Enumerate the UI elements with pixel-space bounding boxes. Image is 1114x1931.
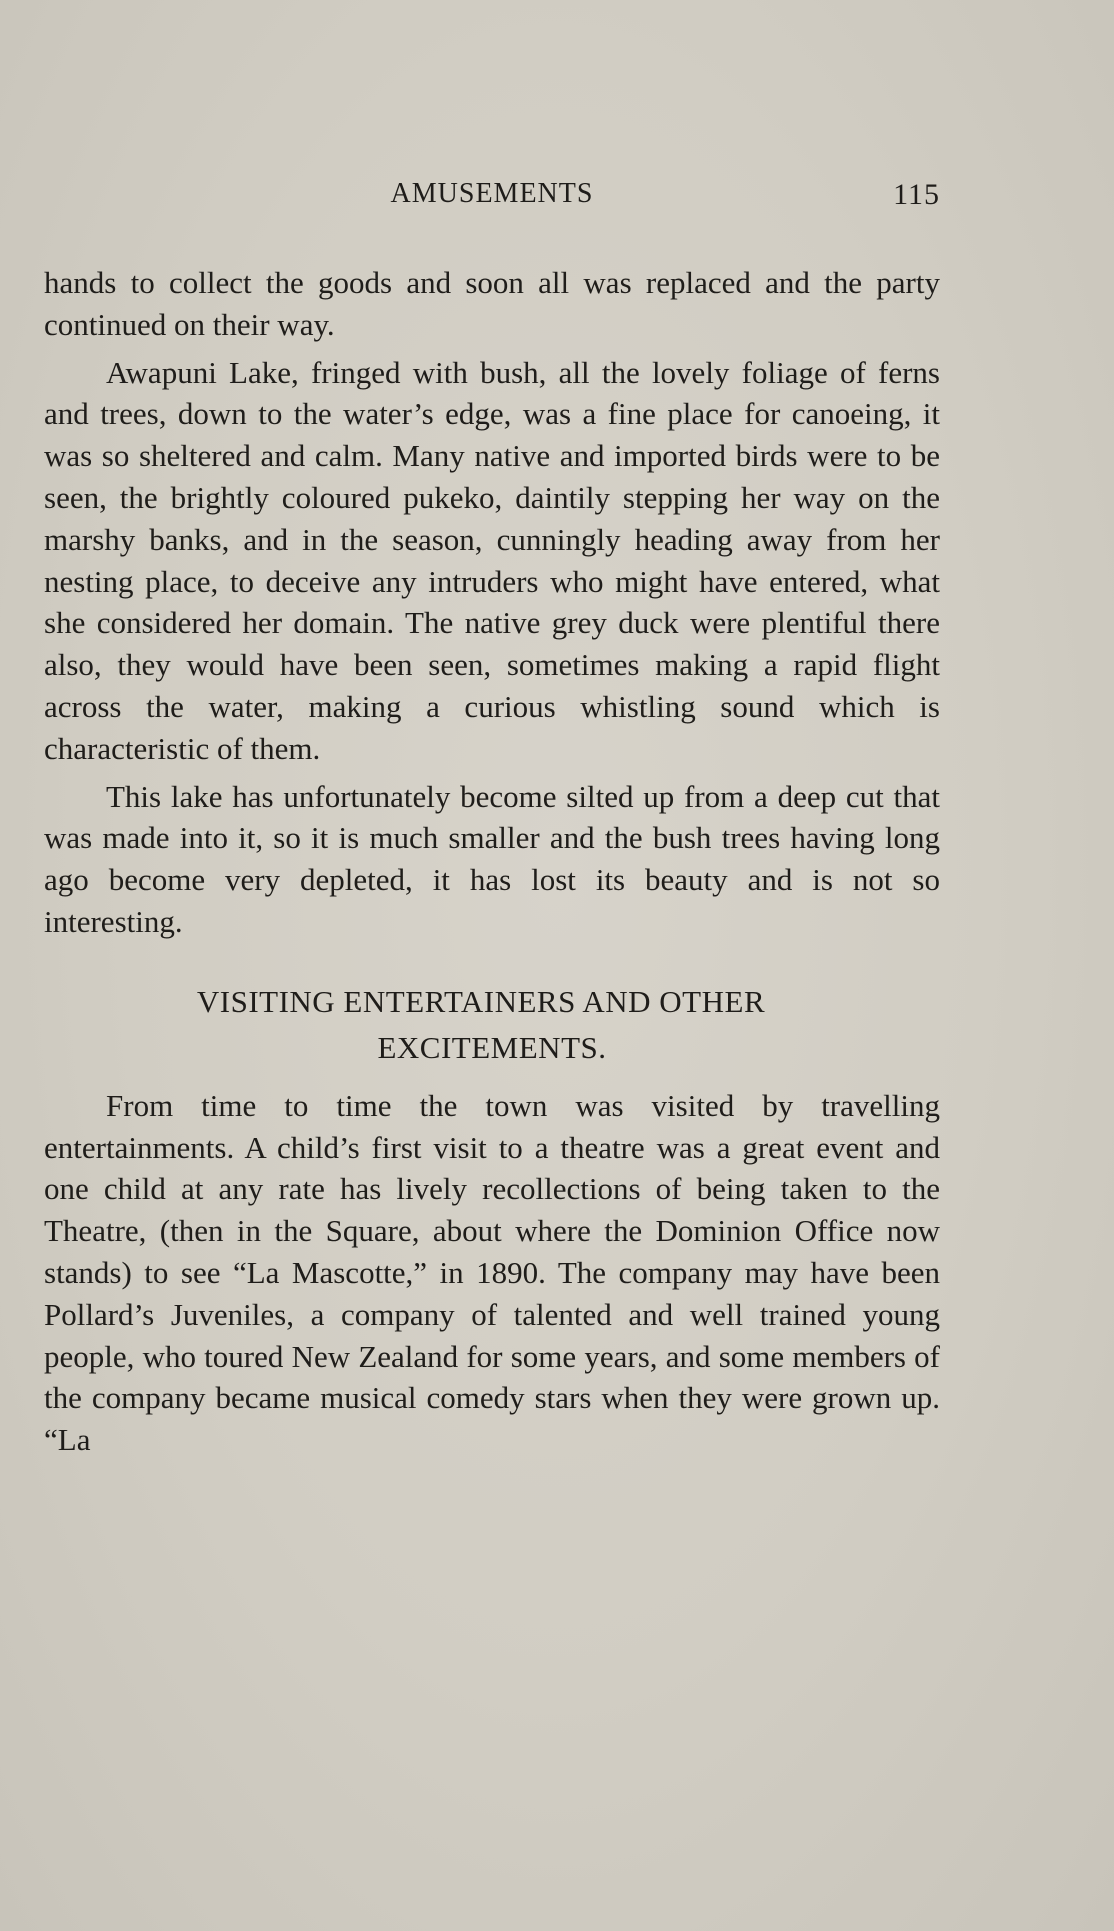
paragraph-continuation: hands to collect the goods and soon all was replaced and the party continued on their way. [44,265,940,342]
paragraph-awapuni-lake: Awapuni Lake, fringed with bush, all the lovely foliage of ferns and trees, down to the water’s edge, was a fine place for canoeing, it was so sheltered and calm. Many native and imported birds were to be seen, the brightly coloured pukeko, daintily stepping her way on the marshy banks, and in the season, cunningly heading away from her nesting place, to deceive any intruders who might have entered, what she considered her domain. The native grey duck were plentiful there also, they would have been seen, sometimes making a rapid flight across the water, making a curious whistling sound which is characteristic of them. [44,354,940,766]
running-title: AMUSEMENTS [390,178,594,209]
section-heading-line-1: VISITING ENTERTAINERS AND OTHER [196,983,766,1019]
paragraph-lake-silted: This lake has unfortunately become silted up from a deep cut that was made into it, so it is much smaller and the bush trees having long ago become very depleted, it has lost its beauty and is not so interesting. [44,778,940,939]
section-heading [44,979,940,1071]
body-text [44,262,940,1467]
running-header [44,178,940,214]
section-heading-line-2: EXCITEMENTS. [377,1029,607,1065]
page-number: 115 [893,178,940,211]
paragraph-visiting-entertainers: From time to time the town was visited by travelling entertainments. A child’s first visit to a theatre was a great event and one child at any rate has lively recollections of being taken to the Theatre, (then in the Square, about where the Dominion Office now stands) to see “La Mascotte,” in 1890. The company may have been Pollard’s Juveniles, a company of talented and well trained young people, who toured New Zealand for some years, and some members of the company became musical comedy stars when they were grown up. “La [44,1087,940,1458]
